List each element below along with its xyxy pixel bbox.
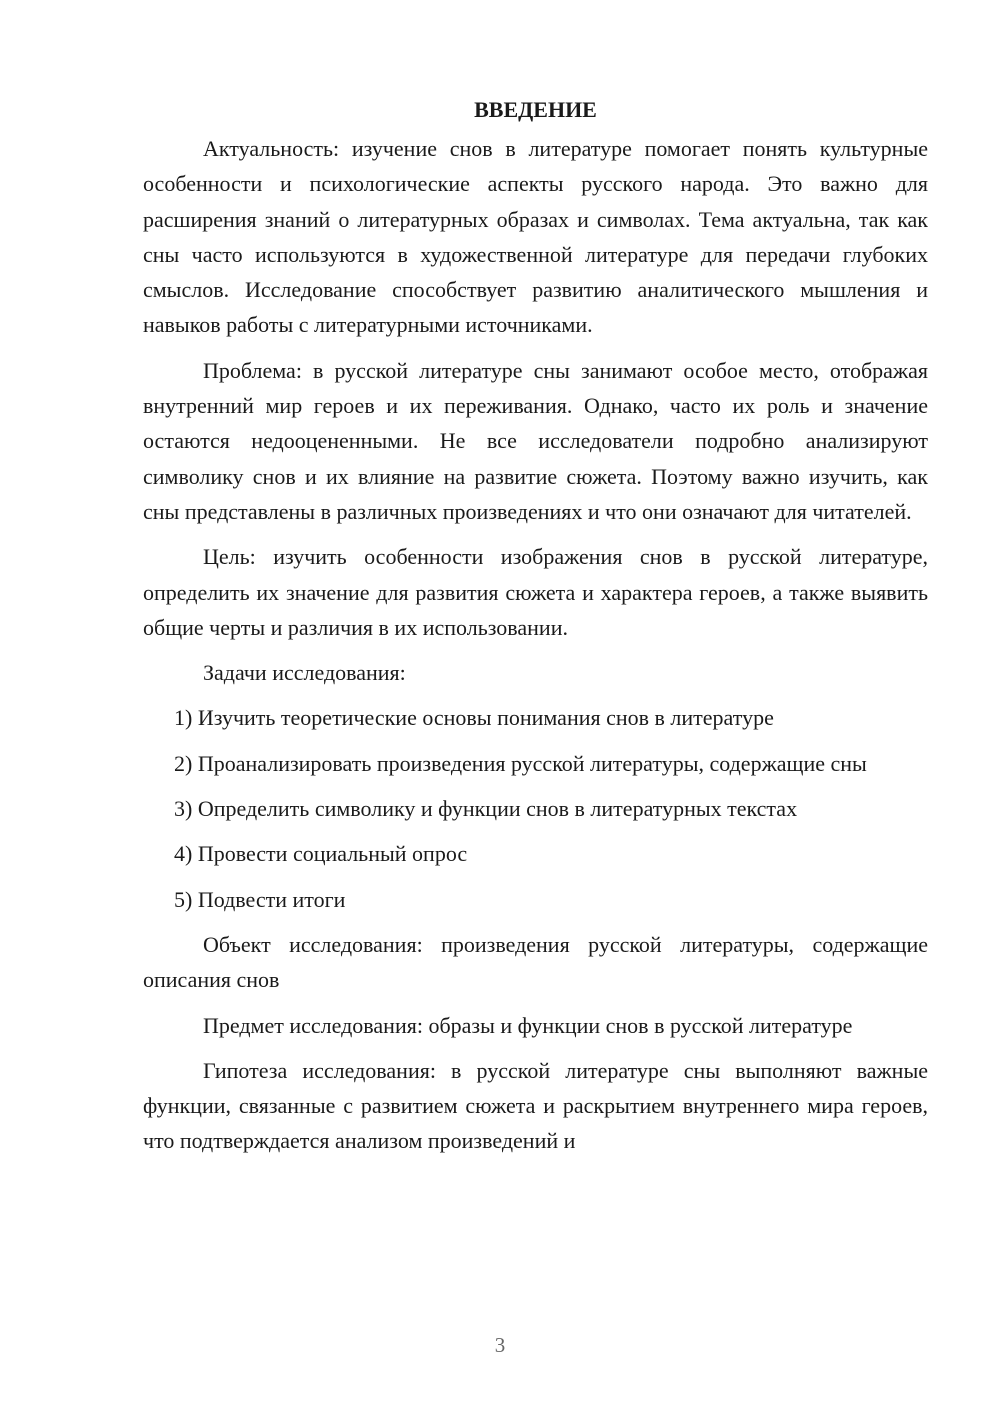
paragraph-object: Объект исследования: произведения русской литературы, содержащие описания снов [143, 931, 928, 993]
paragraph-relevance: Актуальность: изучение снов в литературе помогает понять культурные особенности и психологические аспекты русского народа. Это важно для расширения знаний о литературных образах и символах. Тема актуальна, так как сны часто используются в художественной литературе для передачи глубоких смыслов. Исследование способствует развитию аналитического мышления и навыков работы с литературными источниками. [143, 136, 928, 338]
tasks-heading: Задачи исследования: [203, 660, 406, 686]
paragraph-subject: Предмет исследования: образы и функции снов в русской литературе [203, 1012, 853, 1038]
tasks-list [143, 700, 928, 916]
list-item: 4) Провести социальный опрос [174, 841, 468, 867]
paragraph-hypothesis: Гипотеза исследования: в русской литературе сны выполняют важные функции, связанные с развитием сюжета и раскрытием внутреннего мира героев, что подтверждается анализом произведений и [143, 1057, 928, 1154]
page-title: ВВЕДЕНИЕ [474, 97, 597, 122]
list-item: 1) Изучить теоретические основы понимания снов в литературе [174, 705, 774, 731]
page-number: 3 [494, 1333, 506, 1357]
list-item: 3) Определить символику и функции снов в литературных текстах [174, 796, 798, 822]
paragraph-problem: Проблема: в русской литературе сны занимают особое место, отображая внутренний мир героев и их переживания. Однако, часто их роль и значение остаются недооцененными. Не все исследователи подробно анализируют символику снов и их влияние на развитие сюжета. Поэтому важно изучить, как сны представлены в различных произведениях и что они означают для читателей. [143, 357, 928, 524]
list-item: 5) Подвести итоги [174, 886, 346, 912]
paragraph-goal: Цель: изучить особенности изображения снов в русской литературе, определить их значение для развития сюжета и характера героев, а также выявить общие черты и различия в их использовании. [143, 544, 928, 640]
list-item: 2) Проанализировать произведения русской литературы, содержащие сны [174, 750, 867, 776]
document-page [143, 92, 928, 1159]
